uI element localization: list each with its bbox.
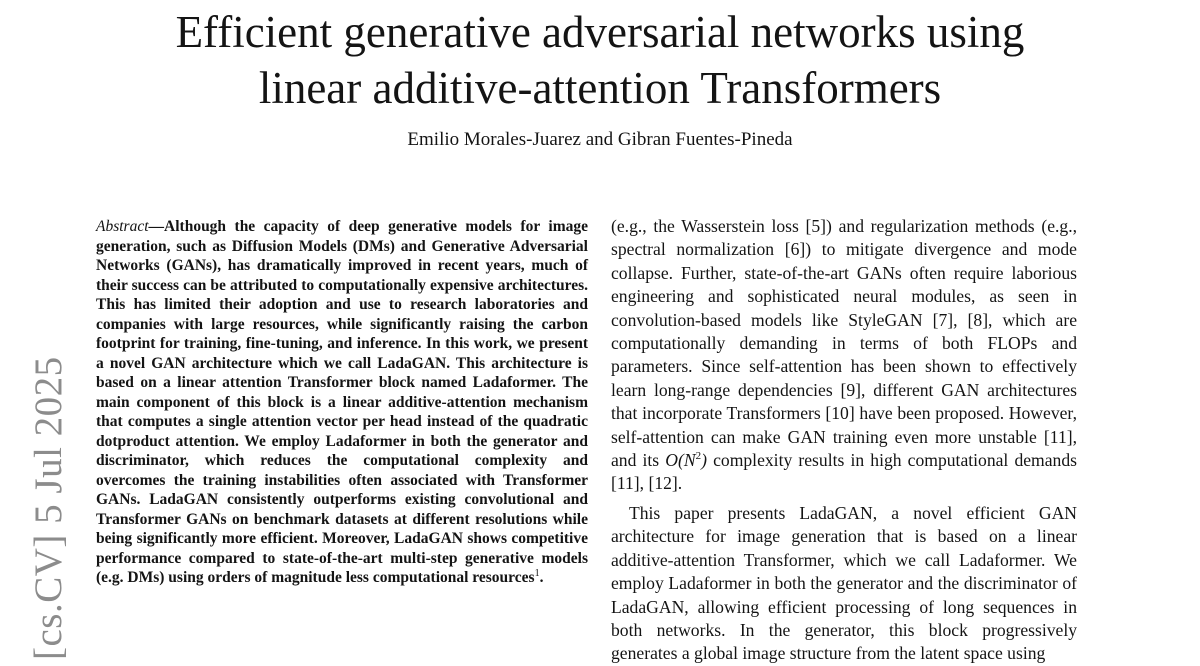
paragraph-1-text-a: (e.g., the Wasserstein loss [5]) and regularization methods (e.g., spectral normalization [6]) to mitigate divergence and mode collapse. Further, state-of-the-art GANs often require laborious engineering and sophisticated neural modules, as seen in convolution-based models like StyleGAN [7], [8], which are computationally demanding in terms of both FLOPs and parameters. Since self-attention has been shown to effectively learn long-range dependencies [9], different GAN architectures that incorporate Transformers [10] have been proposed. However, self-attention can make GAN training even more unstable [11], and its bbox=[611, 216, 1077, 471]
footnote-mark: 1 bbox=[534, 567, 540, 579]
paragraph-1-text-b: complexity results in high computational demands [11], [12]. bbox=[611, 450, 1077, 494]
paragraph-2: This paper presents LadaGAN, a novel efficient GAN architecture for image generation that is based on a linear additive-attention Transformer, which we call Ladaformer. We employ Ladaformer in both the generator and the discriminator of LadaGAN, allowing efficient processing of long sequences in both networks. In the generator, this block progressively generates a global image structure from the latent space using bbox=[611, 502, 1077, 664]
paper-title bbox=[0, 4, 1200, 116]
abstract bbox=[96, 217, 588, 588]
arxiv-stamp: [cs.CV] 5 Jul 2025 bbox=[27, 356, 70, 660]
complexity-formula bbox=[665, 450, 707, 470]
abstract-end: . bbox=[539, 569, 544, 586]
formula-base: O(N bbox=[665, 450, 696, 471]
abstract-text: Although the capacity of deep generative models for image generation, such as Diffusion Models (DMs) and Generative Adversarial Networks (GANs), has dramatically improved in recent years, much of their success can be attributed to computationally expensive architectures. This has limited their adoption and use to research laboratories and companies with large resources, while significantly raising the carbon footprint for training, fine-tuning, and inference. In this work, we present a novel GAN architecture which we call LadaGAN. This architecture is based on a linear attention Transformer block named Ladaformer. The main component of this block is a linear additive-attention mechanism that computes a single attention vector per head instead of the quadratic dotproduct attention. We employ Ladaformer in both the generator and discriminator, which reduces the computational complexity and overcomes the training instabilities often associated with Transformer GANs. LadaGAN consistently outperforms existing convolutional and Transformer GANs on benchmark datasets at different resolutions while being significantly more efficient. Moreover, LadaGAN shows competitive performance compared to state-of-the-art multi-step generative models (e.g. DMs) using orders of magnitude less computational resources bbox=[96, 218, 588, 586]
author-list: Emilio Morales-Juarez and Gibran Fuentes-Pineda bbox=[407, 129, 793, 150]
abstract-dash: — bbox=[148, 218, 165, 235]
formula-close: ) bbox=[701, 450, 707, 471]
body-column-right bbox=[611, 215, 1077, 666]
title-line-2: linear additive-attention Transformers bbox=[258, 63, 942, 113]
title-line-1: Efficient generative adversarial networks using bbox=[175, 7, 1025, 57]
abstract-label: Abstract bbox=[96, 218, 149, 235]
formula-exponent: 2 bbox=[695, 450, 702, 463]
paragraph-1 bbox=[611, 215, 1077, 496]
